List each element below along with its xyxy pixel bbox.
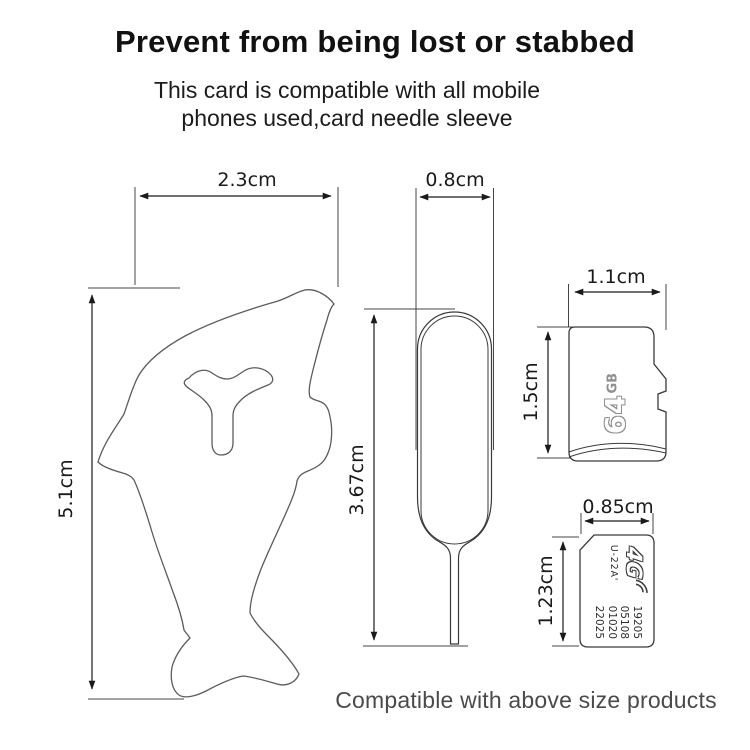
sim-model-number: U-22A' bbox=[608, 544, 619, 582]
sim-eject-pin bbox=[418, 312, 492, 644]
sim-serial-line: 01020 bbox=[606, 605, 618, 639]
dolphin-body-outline bbox=[98, 290, 334, 697]
sim-logo-block bbox=[586, 540, 648, 586]
sim-4g-logo-text: 4G bbox=[622, 545, 646, 581]
sd-width-label: 1.1cm bbox=[586, 266, 646, 288]
page-title: Prevent from being lost or stabbed bbox=[114, 24, 636, 59]
sim-serial-line: 19205 bbox=[631, 605, 643, 639]
sim-4g-logo bbox=[622, 545, 646, 580]
footer-caption: Compatible with above size products bbox=[335, 687, 717, 713]
subtitle-line-1: This card is compatible with all mobile bbox=[153, 77, 541, 103]
sim-card-print bbox=[586, 540, 648, 642]
sd-capacity-number: 64 bbox=[600, 394, 632, 435]
subtitle-line-2: phones used,card needle sleeve bbox=[181, 105, 513, 131]
sd-capacity-engraving bbox=[601, 374, 632, 434]
dolphin-sleeve-outline bbox=[98, 290, 334, 697]
sim-serial-line: 05108 bbox=[618, 605, 631, 639]
dolphin-height-label: 5.1cm bbox=[55, 459, 77, 519]
signal-waves-icon bbox=[635, 578, 649, 594]
dolphin-width-label: 2.3cm bbox=[217, 169, 277, 191]
sim-serial-numbers bbox=[586, 606, 648, 642]
sd-capacity-unit: GB bbox=[605, 372, 621, 394]
sim-width-label: 0.85cm bbox=[582, 496, 654, 518]
pin-height-label: 3.67cm bbox=[346, 444, 368, 516]
pin-width-label: 0.8cm bbox=[425, 169, 485, 191]
sim-serial-line: 22025 bbox=[593, 605, 606, 639]
sim-height-label: 1.23cm bbox=[535, 555, 557, 627]
sd-height-label: 1.5cm bbox=[520, 362, 542, 422]
pin-outer-outline bbox=[418, 312, 492, 644]
